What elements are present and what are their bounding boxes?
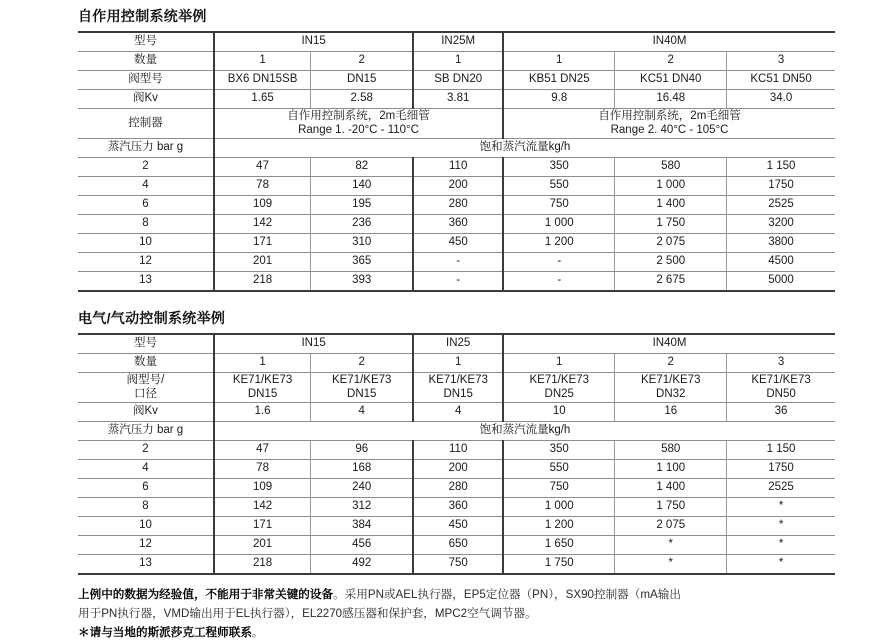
flow-cell: 393 [311,272,414,292]
flow-cell: 240 [311,479,414,498]
pressure-cell: 4 [78,177,214,196]
flow-cell: 201 [214,536,311,555]
flow-cell: 110 [413,158,503,177]
note-star-line [78,622,878,641]
pressure-cell: 8 [78,498,214,517]
table-row-quantity [78,354,835,373]
quantity-cell: 2 [615,52,727,71]
flow-cell: 1 200 [503,234,615,253]
valve-model-line1: KE71/KE73 [641,374,701,387]
controller-range1 [214,109,503,139]
table-row-model [78,32,835,52]
flow-cell: 1 100 [615,460,727,479]
flow-cell: 171 [214,517,311,536]
flow-cell: 1 400 [615,479,727,498]
flow-cell: 1 750 [615,498,727,517]
table-row [78,441,835,460]
table-row [78,234,835,253]
flow-cell: 236 [311,215,414,234]
flow-cell: 1 000 [503,215,615,234]
flow-cell: 280 [413,196,503,215]
valve-model-cell: KC51 DN40 [615,71,727,90]
flow-cell: 550 [503,460,615,479]
row-label-valve-kv: 阀Kv [78,403,214,422]
flow-cell: 365 [311,253,414,272]
valve-kv-cell: 16 [615,403,727,422]
flow-cell: 456 [311,536,414,555]
flow-cell: 1 400 [615,196,727,215]
flow-cell: 650 [413,536,503,555]
flow-header: 饱和蒸汽流量kg/h [214,422,835,441]
controller-range1-line1: 自作用控制系统，2m毛细管 [287,110,430,122]
note-bold-lead: 上例中的数据为经验值，不能用于非常关键的设备 [78,588,334,602]
quantity-cell: 1 [214,52,311,71]
pressure-cell: 2 [78,158,214,177]
flow-cell: 4500 [727,253,835,272]
flow-cell: * [727,517,835,536]
flow-cell: 1 750 [615,215,727,234]
valve-model-cell [413,373,503,403]
flow-cell: 5000 [727,272,835,292]
flow-cell: 450 [413,517,503,536]
table-row [78,536,835,555]
flow-cell: 2 075 [615,234,727,253]
table-row-valve-kv [78,403,835,422]
row-label-valve-model-line2: 口径 [133,387,157,400]
flow-cell: 350 [503,441,615,460]
flow-cell: * [615,536,727,555]
flow-cell: 1 200 [503,517,615,536]
table-row-model [78,334,835,354]
quantity-cell: 1 [503,52,615,71]
valve-model-cell: SB DN20 [413,71,503,90]
flow-cell: 200 [413,460,503,479]
flow-cell: 3200 [727,215,835,234]
table-row-flow-header [78,422,835,441]
row-label-valve-model-line1: 阀型号/ [126,374,165,387]
valve-model-cell [311,373,414,403]
valve-model-cell [727,373,835,403]
valve-model-line2: DN50 [766,387,796,400]
valve-model-cell [615,373,727,403]
flow-cell: 1 650 [503,536,615,555]
table-row [78,555,835,575]
row-label-valve-kv: 阀Kv [78,90,214,109]
valve-kv-cell: 1.6 [214,403,311,422]
flow-cell: 360 [413,215,503,234]
flow-cell: 750 [503,479,615,498]
valve-kv-cell: 10 [503,403,615,422]
valve-kv-cell: 16.48 [615,90,727,109]
note-rest-1: 。采用PN或AEL执行器，EP5定位器（PN），SX90控制器（mA输出 [333,588,681,602]
valve-kv-cell: 2.58 [311,90,414,109]
flow-cell: 350 [503,158,615,177]
table-row [78,460,835,479]
quantity-cell: 1 [413,52,503,71]
pressure-cell: 4 [78,460,214,479]
flow-cell: * [615,555,727,575]
valve-model-line2: DN32 [656,387,686,400]
pressure-cell: 8 [78,215,214,234]
flow-cell: 82 [311,158,414,177]
model-in25: IN25 [413,334,503,354]
flow-cell: 310 [311,234,414,253]
quantity-cell: 2 [311,354,414,373]
flow-cell: 201 [214,253,311,272]
footer-notes [78,575,878,641]
model-in40m: IN40M [503,334,835,354]
flow-cell: 47 [214,441,311,460]
table-row [78,272,835,292]
flow-cell: - [503,272,615,292]
quantity-cell: 3 [727,354,835,373]
note-line-1 [78,586,878,603]
valve-kv-cell: 36 [727,403,835,422]
valve-kv-cell: 1.65 [214,90,311,109]
row-label-controller: 控制器 [78,109,214,139]
table-row [78,158,835,177]
flow-cell: * [727,498,835,517]
valve-model-line2: DN15 [247,387,278,400]
flow-cell: 750 [413,555,503,575]
pressure-cell: 6 [78,479,214,498]
quantity-cell: 3 [727,52,835,71]
table-row [78,253,835,272]
flow-cell: - [503,253,615,272]
valve-model-cell [503,373,615,403]
electric-pneumatic-spec-table [78,333,835,575]
flow-cell: 218 [214,555,311,575]
valve-model-line1: KE71/KE73 [751,374,811,387]
flow-cell: 384 [311,517,414,536]
flow-cell: 78 [214,460,311,479]
flow-cell: 1 000 [615,177,727,196]
flow-cell: 110 [413,441,503,460]
model-in15: IN15 [214,334,413,354]
note-line-2: 用于PN执行器，VMD输出用于EL执行器），EL2270感压器和保护套，MPC2空气调节器。 [78,606,537,620]
flow-cell: 580 [615,441,727,460]
valve-model-cell [214,373,311,403]
flow-cell: 1 000 [503,498,615,517]
controller-range1-line2: Range 1. -20°C - 110°C [298,123,419,136]
row-label-quantity: 数量 [78,52,214,71]
flow-cell: 2 675 [615,272,727,292]
flow-cell: 195 [311,196,414,215]
selfacting-spec-table [78,31,835,292]
flow-cell: - [413,253,503,272]
flow-cell: 78 [214,177,311,196]
table-row [78,215,835,234]
pressure-cell: 13 [78,555,214,575]
flow-cell: 171 [214,234,311,253]
note-star-bold: ＊请与当地的斯派莎克工程师联系 [78,626,252,640]
section-title-electric-pneumatic: 电气/气动控制系统举例 [78,310,226,327]
table-row-valve-kv [78,90,835,109]
flow-cell: 1 750 [503,555,615,575]
model-in15: IN15 [214,32,413,52]
table-row-valve-model [78,71,835,90]
valve-model-line2: DN15 [347,387,377,400]
flow-cell: 1 150 [727,441,835,460]
pressure-cell: 10 [78,517,214,536]
flow-cell: * [727,555,835,575]
flow-cell: 140 [311,177,414,196]
flow-cell: 218 [214,272,311,292]
flow-cell: - [413,272,503,292]
flow-cell: 312 [311,498,414,517]
flow-cell: 492 [311,555,414,575]
table-row-quantity [78,52,835,71]
table-row-flow-header [78,139,835,158]
flow-cell: 142 [214,498,311,517]
valve-model-line1: KE71/KE73 [529,374,589,387]
quantity-cell: 2 [311,52,414,71]
valve-model-line1: KE71/KE73 [331,374,392,387]
row-label-valve-model: 阀型号 [78,71,214,90]
flow-cell: 1 150 [727,158,835,177]
flow-cell: * [727,536,835,555]
table-row [78,479,835,498]
quantity-cell: 1 [214,354,311,373]
flow-cell: 142 [214,215,311,234]
flow-cell: 450 [413,234,503,253]
flow-cell: 580 [615,158,727,177]
valve-model-cell: KB51 DN25 [503,71,615,90]
row-label-pressure: 蒸汽压力 bar g [78,139,214,158]
flow-header: 饱和蒸汽流量kg/h [214,139,835,158]
flow-cell: 1750 [727,177,835,196]
row-label-quantity: 数量 [78,354,214,373]
flow-cell: 2 500 [615,253,727,272]
quantity-cell: 2 [615,354,727,373]
flow-cell: 200 [413,177,503,196]
table-row [78,196,835,215]
flow-cell: 550 [503,177,615,196]
valve-kv-cell: 4 [311,403,414,422]
flow-cell: 1750 [727,460,835,479]
valve-model-line2: DN15 [443,387,473,400]
flow-cell: 280 [413,479,503,498]
pressure-cell: 10 [78,234,214,253]
section-title-selfacting: 自作用控制系统举例 [78,8,207,24]
flow-cell: 47 [214,158,311,177]
quantity-cell: 1 [503,354,615,373]
valve-kv-cell: 4 [413,403,503,422]
row-label-model: 型号 [78,334,214,354]
valve-model-cell: DN15 [311,71,414,90]
flow-cell: 2525 [727,196,835,215]
pressure-cell: 12 [78,253,214,272]
quantity-cell: 1 [413,354,503,373]
table-row [78,177,835,196]
flow-cell: 109 [214,479,311,498]
valve-kv-cell: 34.0 [727,90,835,109]
controller-range2-line2: Range 2. 40°C - 105°C [610,123,729,136]
flow-cell: 2525 [727,479,835,498]
table-row [78,498,835,517]
row-label-pressure: 蒸汽压力 bar g [78,422,214,441]
flow-cell: 750 [503,196,615,215]
valve-model-line1: KE71/KE73 [428,374,488,387]
pressure-cell: 6 [78,196,214,215]
valve-kv-cell: 9.8 [503,90,615,109]
pressure-cell: 2 [78,441,214,460]
valve-model-line2: DN25 [544,387,574,400]
flow-cell: 96 [311,441,414,460]
model-in40m: IN40M [503,32,835,52]
flow-cell: 360 [413,498,503,517]
valve-model-cell: BX6 DN15SB [214,71,311,90]
flow-cell: 3800 [727,234,835,253]
row-label-model: 型号 [78,32,214,52]
model-in25m: IN25M [413,32,503,52]
valve-model-line1: KE71/KE73 [232,374,293,387]
flow-cell: 109 [214,196,311,215]
table-row-valve-model [78,373,835,403]
note-star-tail: 。 [251,626,264,640]
flow-cell: 2 075 [615,517,727,536]
table-row-controller [78,109,835,139]
valve-model-cell: KC51 DN50 [727,71,835,90]
controller-range2 [503,109,835,139]
pressure-cell: 13 [78,272,214,292]
valve-kv-cell: 3.81 [413,90,503,109]
pressure-cell: 12 [78,536,214,555]
row-label-valve-model [78,373,214,403]
table-row [78,517,835,536]
controller-range2-line1: 自作用控制系统，2m毛细管 [598,110,741,122]
flow-cell: 168 [311,460,414,479]
